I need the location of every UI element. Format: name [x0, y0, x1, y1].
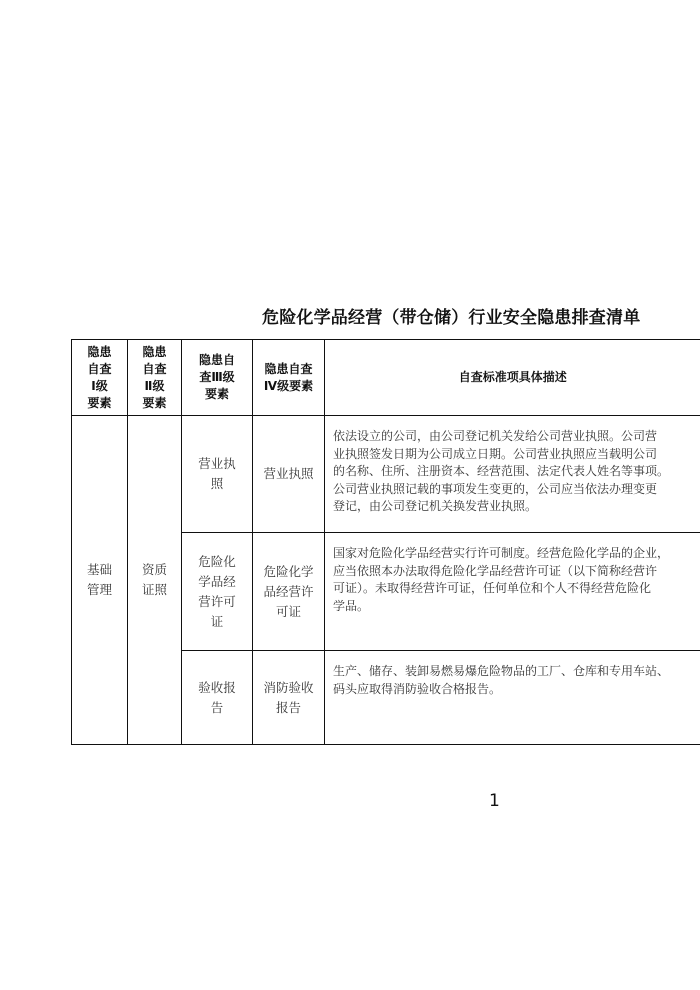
- header-description: 自查标准项具体描述: [325, 340, 700, 416]
- header-level3: 隐患自 查Ⅲ级 要素: [182, 340, 253, 416]
- header-level4: 隐患自查 Ⅳ级要素: [253, 340, 325, 416]
- page-title: 危险化学品经营（带仓储）行业安全隐患排查清单: [262, 308, 641, 328]
- table-row: [72, 416, 700, 533]
- page-number: 1: [489, 791, 500, 811]
- row-level3: 危险化 学品经 营许可 证: [182, 533, 253, 651]
- hazard-checklist-table: [71, 339, 700, 745]
- row-level4: 消防验收 报告: [253, 651, 325, 745]
- row-level3: 验收报 告: [182, 651, 253, 745]
- header-level2: 隐患 自查 Ⅱ级 要素: [128, 340, 182, 416]
- row-level3: 营业执 照: [182, 416, 253, 533]
- row-level4: 营业执照: [253, 416, 325, 533]
- row-description: 依法设立的公司，由公司登记机关发给公司营业执照。公司营 业执照签发日期为公司成立日期。公司营业执照应当载明公司 的名称、住所、注册资本、经营范围、法定代表人姓名等事项。 公司营业执照记载的事项发生变更的，公司应当依法办理变更 登记，由公司登记机关换发营业执照。: [325, 416, 700, 533]
- table-header-row: [72, 340, 700, 416]
- row-level4: 危险化学 品经营许 可证: [253, 533, 325, 651]
- row-description: 生产、储存、装卸易燃易爆危险物品的工厂、仓库和专用车站、 码头应取得消防验收合格报告。: [325, 651, 700, 745]
- level2-value: 资质 证照: [128, 416, 182, 745]
- row-description: 国家对危险化学品经营实行许可制度。经营危险化学品的企业， 应当依照本办法取得危险化学品经营许可证（以下简称经营许 可证）。未取得经营许可证，任何单位和个人不得经营危险化 学品。: [325, 533, 700, 651]
- header-level1: 隐患 自查 Ⅰ级 要素: [72, 340, 128, 416]
- level1-value: 基础 管理: [72, 416, 128, 745]
